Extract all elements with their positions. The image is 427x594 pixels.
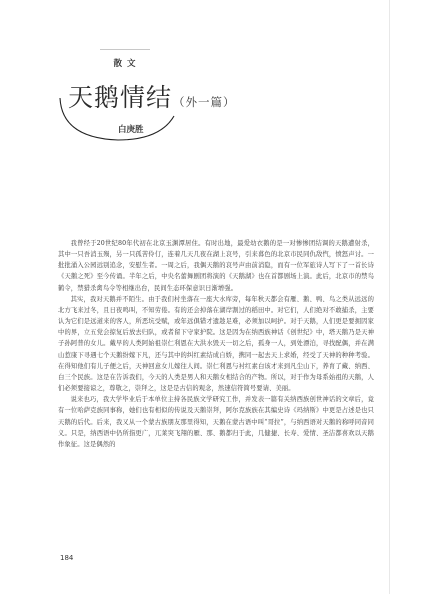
paragraph-2: 其实，我对天鹅并不陌生。由于我们村坐落在一座大水库旁，每年秋天都会有雁、鹅、鸭、鸟之类从远远的北方飞来过冬，且日夜鸣叫，不知劳倦。有的还会掉落在湖岸割过的稻田中。对它们，人们绝对不敢捕杀，主要认为它们是远道来的客人，所恶坑受赋，或年远俱错才遗趁足难，必须加以呵护。对于天鹅，人们更是要拥因家中的界，立五党会掠复后放去归队，或者留下守家护院。这是因为在纳西族神话《创世纪》中，塔天鹅乃是天神子孙阿普的女儿。戴早的人类阿始祖崇仁利恩在大洪水毁天一切之后，孤身一人，到处漂泊，寻找配偶，并在满山惹康下寻遇七个天鹅纷嫁下凡，还与其中的纠红素结成自娇，携同一起去天上求婚，经受了天神的种种考验。在得知他们有儿子便之后，天神回意女儿嫁往人间。崇仁利恩与衬红素白该才来到凡尘山下，养育了藏、纳西、白三个民族。这是在告诉我们，今天的人类是男人和天鹅女相结合的产物。所以，对于作为母系始祖的天鹅，人们必须要接谅之，尊敬之，崇拜之，这是是古信的观念，然速信符简号要请、美丽。 bbox=[58, 295, 374, 393]
section-label: 散 文 bbox=[113, 59, 137, 69]
top-rule bbox=[100, 49, 150, 50]
paragraph-1: 我曾经于20世纪80年代初在北京玉渊潭居住。有时出地，最爱幼衣鹅的是一对惨惨团结调的天鹅遭射杀，其中一只吾消玉殒，另一只孤苦伶仃，连着几天几夜在湖上哀号，引来暮色的北京市民同仇敌忾，愤怒声讨。一批批涌入公园远别追念，安慰生者。一周之后，我偶天鹅的哀号声由前消隐，而有一位军旅诗人写下了一首长诗《天鹅之死》至今传诵。半年之后，中央名蕾舞剧团将演的《天鹅湖》也在首都剧场上演。此后，北京市的禁鸟鹤令，禁猎杀禽鸟令等相继出台，民间生态环保意识日渐增强。 bbox=[58, 240, 374, 292]
page-title: 天鹅情结 bbox=[68, 83, 173, 112]
arc-curve bbox=[60, 98, 174, 140]
page-subtitle: （外一篇） bbox=[173, 95, 236, 109]
paragraph-3: 说来也巧，我大学毕业后于本单位主持各民族文学研究工作，并发表一篇有关纳西族创世神话的文章后，竟有一位哈萨克族同事称，她们也有相似的传说及天鹅崇拜，阿尔克族族在其编史诗《玛纳斯》中更是占述是也只天鹅的后代。后来，我又从一个蒙古族朋友那里得知，天鹅在蒙古语中叫“哥拉”，与纳西语对天鹅的称呼同音同义。只是，纳西语中仍所指更广，兀莱突飞翔的雁、那、鹅都归于此，几健捷、长寿、爱情、圣洁都喜欢以天鹅作象征。这是偶然的 bbox=[58, 396, 374, 448]
page-number: 184 bbox=[60, 554, 74, 562]
author-name: 白庚胜 bbox=[118, 125, 144, 135]
article-body bbox=[58, 238, 374, 450]
page-edge-line bbox=[389, 0, 390, 594]
decorative-arc bbox=[56, 96, 176, 156]
